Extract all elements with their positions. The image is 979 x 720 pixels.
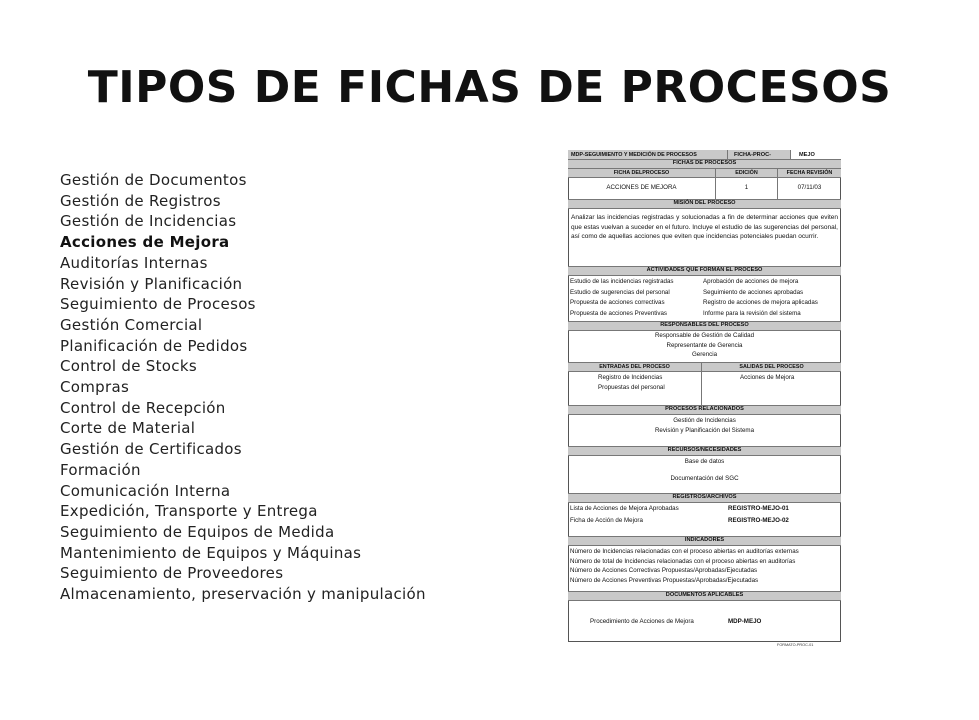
actividad-item: Propuesta de acciones correctivas [570, 299, 665, 306]
process-list-item: Planificación de Pedidos [60, 336, 248, 355]
documentos-row [568, 601, 841, 642]
documento-code: MDP-MEJO [728, 618, 762, 625]
registro-code: REGISTRO-MEJO-01 [728, 505, 789, 512]
process-list-item: Gestión de Incidencias [60, 212, 237, 231]
process-list-item: Seguimiento de Procesos [60, 295, 256, 314]
process-list-item: Formación [60, 460, 141, 479]
indicadores-header: INDICADORES [568, 537, 841, 546]
process-list-item: Gestión de Certificados [60, 440, 242, 459]
registros-row [568, 503, 841, 537]
process-list-item: Almacenamiento, preservación y manipulación [60, 585, 426, 604]
sheet-header-mid: FICHA-PROC- [734, 152, 771, 158]
process-list-item: Gestión de Registros [60, 191, 221, 210]
actividad-item: Estudio de sugerencias del personal [570, 288, 670, 296]
registros-header: REGISTROS/ARCHIVOS [568, 494, 841, 503]
process-list [60, 170, 426, 605]
process-list-item: Control de Recepción [60, 398, 226, 417]
sheet-header-left: MDP-SEGUIMIENTO Y MEDICIÓN DE PROCESOS [571, 152, 697, 158]
responsable-item: Gerencia [691, 351, 718, 358]
indicadores-row [568, 546, 841, 592]
entradas-salidas-row [568, 372, 841, 406]
actividad-item: Seguimiento de acciones aprobadas [703, 288, 804, 296]
registro-code: REGISTRO-MEJO-02 [728, 517, 789, 524]
responsables-header: RESPONSABLES DEL PROCESO [568, 322, 841, 331]
process-list-item: Comunicación Interna [60, 481, 231, 500]
registro-name: Lista de Acciones de Mejora Aprobadas [570, 505, 679, 512]
recursos-row [568, 456, 841, 494]
ficha-values-row [568, 178, 841, 200]
actividad-item: Propuesta de acciones Preventivas [570, 309, 667, 317]
ficha-columns-row [568, 169, 841, 178]
relacionados-header: PROCESOS RELACIONADOS [568, 406, 841, 415]
process-list-item: Control de Stocks [60, 357, 197, 376]
process-list-item: Compras [60, 378, 130, 397]
col-ficha: FICHA DELPROCESO [613, 170, 670, 176]
val-ficha: ACCIONES DE MEJORA [606, 184, 677, 191]
process-list-item: Seguimiento de Equipos de Medida [60, 522, 335, 541]
process-list-item: Expedición, Transporte y Entrega [60, 502, 318, 521]
relacionado-item: Revisión y Planificación del Sistema [654, 427, 755, 434]
actividad-item: Registro de acciones de mejora aplicadas [703, 299, 818, 306]
entradas-header: ENTRADAS DEL PROCESO [599, 364, 670, 370]
relacionados-row [568, 415, 841, 447]
salidas-header: SALIDAS DEL PROCESO [739, 364, 804, 370]
documentos-header: DOCUMENTOS APLICABLES [568, 592, 841, 601]
entrada-item: Propuestas del personal [598, 383, 665, 391]
indicador-item: Número de Incidencias relacionadas con el proceso abiertas en auditorías externas [570, 548, 799, 555]
recursos-header: RECURSOS/NECESIDADES [568, 447, 841, 456]
actividad-item: Estudio de las incidencias registradas [570, 278, 674, 285]
recurso-item: Base de datos [684, 458, 725, 465]
col-edicion: EDICIÓN [735, 170, 758, 176]
process-list-item: Seguimiento de Proveedores [60, 564, 284, 583]
process-list-item: Gestión Comercial [60, 315, 203, 334]
process-list-item: Acciones de Mejora [60, 233, 230, 252]
process-list-item: Corte de Material [60, 419, 196, 438]
fichas-header: FICHAS DE PROCESOS [568, 160, 841, 169]
actividades-header: ACTIVIDADES QUE FORMAN EL PROCESO [568, 267, 841, 276]
footer-code: FORMATO-PROC-01 [777, 643, 814, 647]
responsable-item: Representante de Gerencia [666, 341, 743, 349]
mision-row [568, 209, 841, 267]
val-edicion: 1 [744, 184, 749, 191]
mision-text: Analizar las incidencias registradas y solucionadas a fin de determinar acciones que eviten que estas vuelvan a suceder en el futuro. Incluye el estudio de las sugerencias del personal, así como de aquellas acciones que eviten que incidencias potenciales puedan ocurrir. [571, 214, 838, 240]
sheet-header-row [568, 150, 841, 160]
relacionado-item: Gestión de Incidencias [673, 417, 736, 424]
process-list-item: Revisión y Planificación [60, 274, 243, 293]
val-fecha: 07/11/03 [797, 184, 822, 191]
slide-title: TIPOS DE FICHAS DE PROCESOS [87, 62, 892, 113]
indicador-item: Número de Acciones Preventivas Propuestas/Aprobadas/Ejecutadas [570, 576, 759, 584]
salida-item: Acciones de Mejora [740, 374, 795, 381]
responsable-item: Responsable de Gestión de Calidad [654, 332, 755, 339]
documento-name: Procedimiento de Acciones de Mejora [590, 618, 694, 625]
process-sheet [566, 150, 843, 650]
actividad-item: Informe para la revisión del sistema [703, 309, 801, 317]
process-list-item: Gestión de Documentos [60, 171, 247, 189]
mision-header: MISIÓN DEL PROCESO [568, 200, 841, 209]
indicador-item: Número de Acciones Correctivas Propuestas/Aprobadas/Ejecutadas [570, 567, 758, 574]
entrada-item: Registro de Incidencias [598, 374, 663, 381]
actividad-item: Aprobación de acciones de mejora [703, 278, 799, 285]
process-list-item: Mantenimiento de Equipos y Máquinas [60, 543, 362, 562]
indicador-item: Número de total de Incidencias relacionadas con el proceso abiertas en auditorías [570, 557, 796, 565]
process-list-item: Auditorías Internas [60, 253, 208, 272]
actividades-row [568, 276, 841, 322]
entradas-salidas-header [568, 363, 841, 372]
recurso-item: Documentación del SGC [670, 475, 739, 482]
sheet-header-right: MEJO [799, 152, 815, 158]
col-fecha: FECHA REVISIÓN [786, 170, 833, 176]
responsables-row [568, 331, 841, 363]
registro-name: Ficha de Acción de Mejora [570, 517, 643, 524]
